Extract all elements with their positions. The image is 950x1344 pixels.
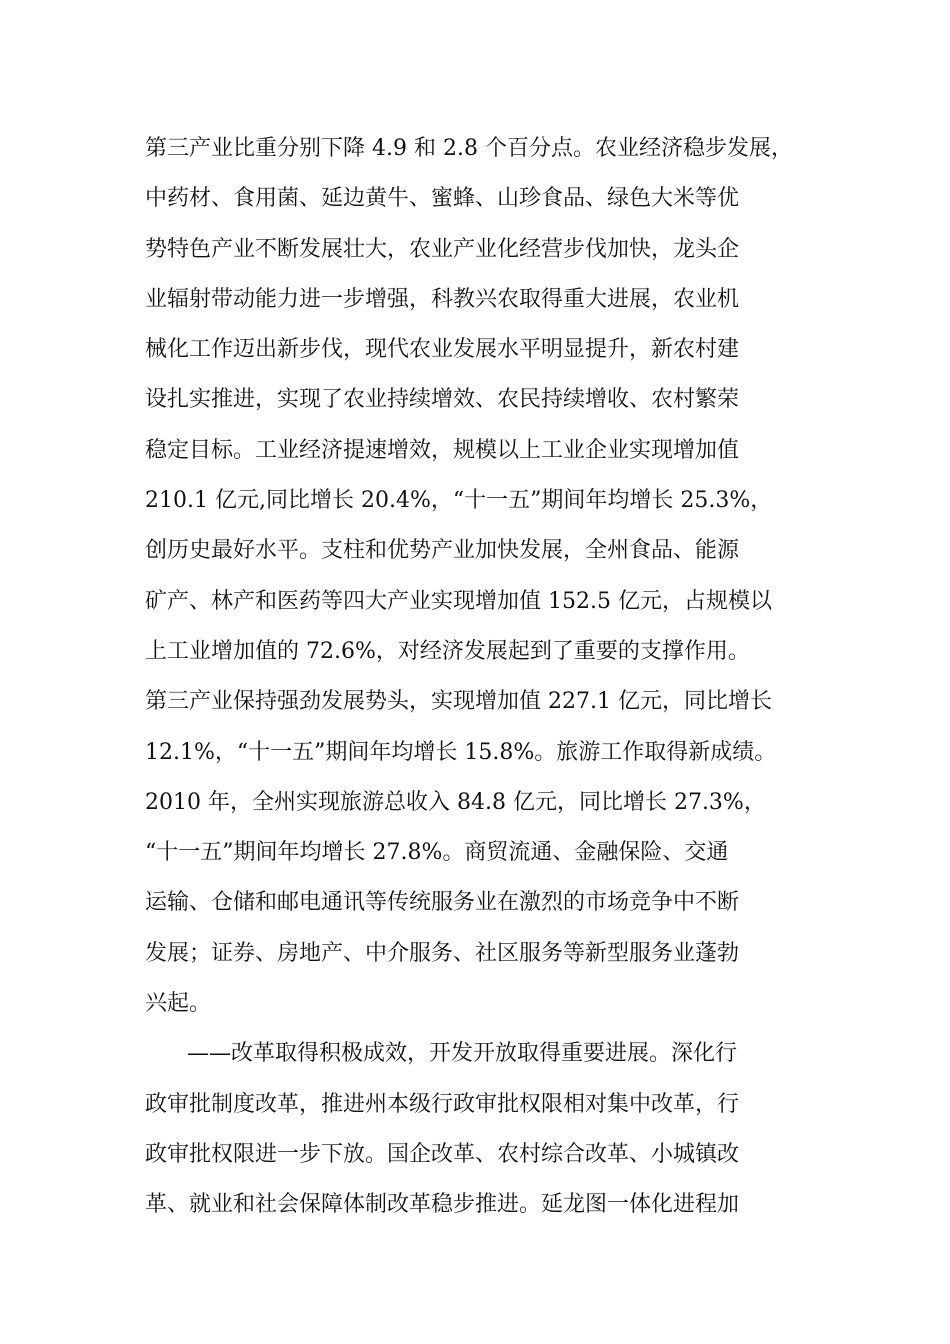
text-line: 设扎实推进，实现了农业持续增效、农民持续增收、农村繁荣 — [145, 387, 740, 413]
text-line: 第三产业保持强劲发展势头，实现增加值 227.1 亿元，同比增长 — [145, 689, 772, 715]
text-line: 2010 年，全州实现旅游总收入 84.8 亿元，同比增长 27.3%， — [145, 789, 766, 815]
text-line: 210.1 亿元,同比增长 20.4%，“十一五”期间年均增长 25.3%， — [145, 488, 773, 514]
text-line: 上工业增加值的 72.6%，对经济发展起到了重要的支撑作用。 — [145, 638, 750, 664]
text-line: 稳定目标。工业经济提速增效，规模以上工业企业实现增加值 — [145, 437, 740, 463]
text-line: 12.1%，“十一五”期间年均增长 15.8%。旅游工作取得新成绩。 — [145, 739, 777, 765]
text-line: 业辐射带动能力进一步增强，科教兴农取得重大进展，农业机 — [145, 286, 740, 312]
text-line: 政审批制度改革，推进州本级行政审批权限相对集中改革，行 — [145, 1091, 740, 1117]
text-line: 政审批权限进一步下放。国企改革、农村综合改革、小城镇改 — [145, 1141, 740, 1167]
text-line: “十一五”期间年均增长 27.8%。商贸流通、金融保险、交通 — [145, 840, 729, 866]
text-line: 械化工作迈出新步伐，现代农业发展水平明显提升，新农村建 — [145, 337, 740, 363]
text-line: 革、就业和社会保障体制改革稳步推进。延龙图一体化进程加 — [145, 1192, 740, 1218]
text-line: 势特色产业不断发展壮大，农业产业化经营步伐加快，龙头企 — [145, 236, 740, 262]
text-line: 创历史最好水平。支柱和优势产业加快发展，全州食品、能源 — [145, 538, 740, 564]
text-line: 第三产业比重分别下降 4.9 和 2.8 个百分点。农业经济稳步发展， — [145, 136, 793, 161]
text-line: 运输、仓储和邮电通讯等传统服务业在激烈的市场竞争中不断 — [145, 890, 740, 916]
text-line: 兴起。 — [145, 991, 212, 1017]
text-line: 中药材、食用菌、延边黄牛、蜜蜂、山珍食品、绿色大米等优 — [145, 186, 740, 212]
text-line: 矿产、林产和医药等四大产业实现增加值 152.5 亿元，占规模以 — [145, 588, 772, 614]
paragraph-start-line: ——改革取得积极成效，开发开放取得重要进展。深化行 — [187, 1041, 738, 1067]
text-line: 发展；证券、房地产、中介服务、社区服务等新型服务业蓬勃 — [145, 940, 740, 966]
body-text — [145, 124, 825, 1231]
